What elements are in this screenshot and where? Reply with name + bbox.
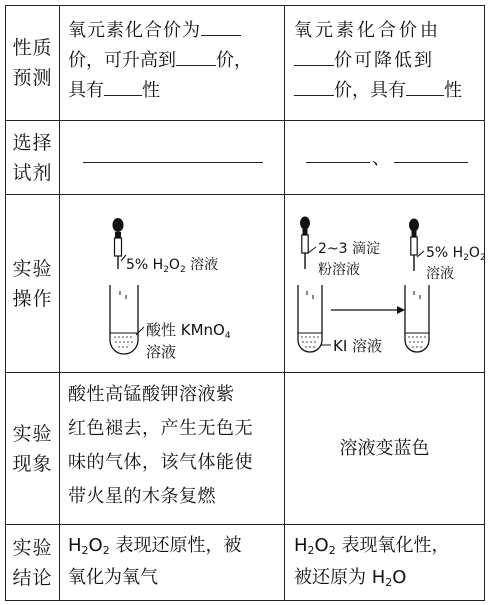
phenomenon-right: 溶液变蓝色 [339, 437, 430, 459]
test-tube-icon [298, 285, 322, 352]
row-divider-4 [6, 524, 484, 525]
blank-lowered-state[interactable] [294, 77, 334, 96]
experiment-table [5, 5, 485, 601]
prediction-left: 氧元素化合价为 价，可升高到 价， 具有 性 [68, 16, 280, 106]
test-tube-icon [405, 285, 429, 352]
test-tube-icon [110, 285, 138, 354]
blank-reagent-right-1[interactable] [306, 162, 370, 163]
ki-tube-label: KI 溶液 [333, 337, 383, 355]
left-operation-diagram [60, 195, 284, 372]
dropper2-label-line2: 溶液 [426, 266, 454, 282]
dropper1-label-line2: 粉溶液 [318, 262, 360, 278]
tube-label-line2: 溶液 [146, 343, 177, 361]
header-property-prediction: 性质 预测 [12, 37, 53, 89]
dropper-icon [113, 218, 124, 269]
dropper-label: 5% $H_2O_2$ 溶液 [126, 257, 219, 275]
blank-reagent-left[interactable] [83, 162, 263, 163]
blank-raised-state[interactable] [176, 47, 216, 66]
tube-label-line1: 酸性 KMnO$_4$ [146, 321, 231, 341]
arrow-right-icon [331, 306, 405, 314]
dropper-icon [300, 217, 310, 270]
blank-reagent-right-2[interactable] [394, 162, 468, 163]
row-divider-1 [6, 120, 484, 121]
dropper-icon [409, 219, 419, 272]
header-operation: 实验 操作 [12, 257, 53, 310]
right-operation-diagram [285, 195, 484, 372]
dropper1-label-line1: 2~3 滴淀 [318, 241, 380, 257]
blank-start-state[interactable] [294, 47, 334, 66]
phenomenon-left: 酸性高锰酸钾溶液紫 红色褪去，产生无色无 味的气体，该气体能使 带火星的木条复燃 [68, 384, 253, 507]
header-phenomenon: 实验 现象 [12, 422, 53, 475]
conclusion-left: $H_2O_2$ 表现还原性，被 氧化为氧气 [68, 535, 242, 588]
prediction-right: 氧元素化合价由 价可降低到 价，具有 性 [294, 20, 462, 101]
blank-property-right[interactable] [406, 77, 444, 96]
blank-property-left[interactable] [104, 77, 142, 96]
header-reagent-selection: 选择 试剂 [12, 131, 53, 184]
blank-oxidation-state[interactable] [201, 17, 241, 36]
dropper2-label-line1: 5% $H_2O_2$ [426, 245, 486, 263]
reagent-separator: 、 [372, 148, 390, 169]
conclusion-right: $H_2O_2$ 表现氧化性， 被还原为 $H_2O$ [294, 535, 450, 589]
header-conclusion: 实验 结论 [12, 536, 53, 589]
